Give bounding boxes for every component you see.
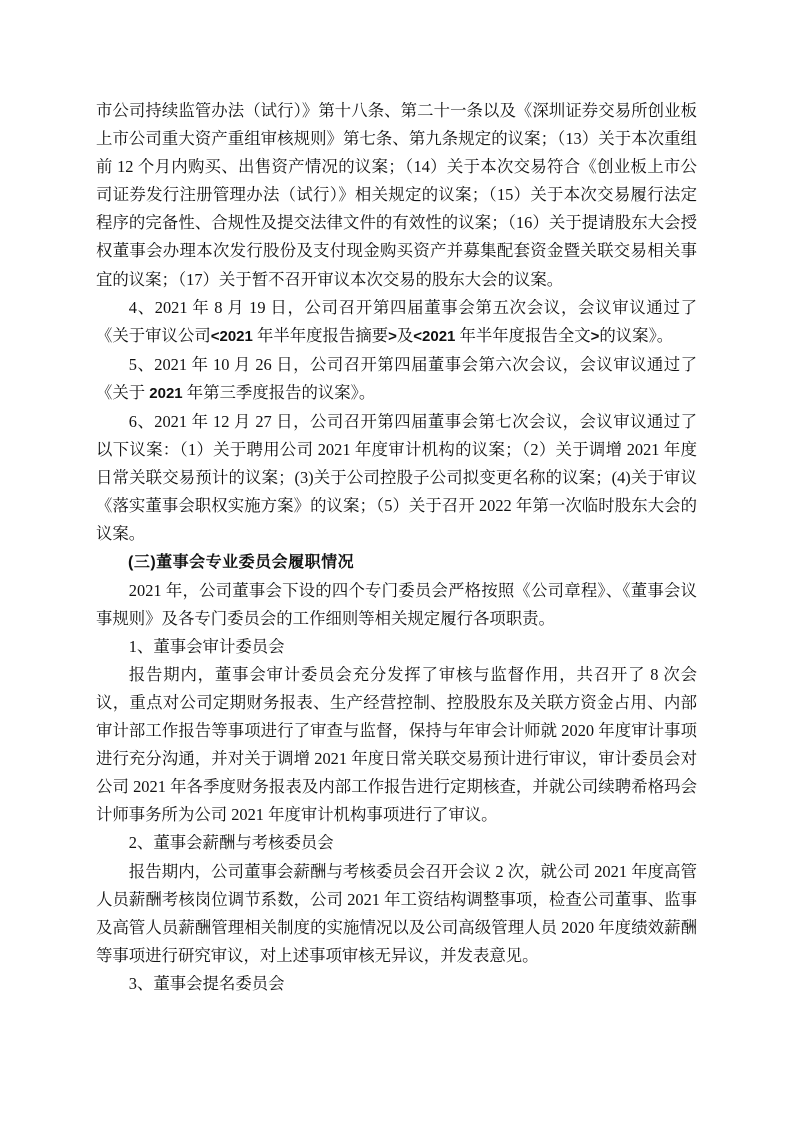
text-run-sans: > <box>590 327 600 345</box>
text-run: 的议案》。 <box>599 325 674 345</box>
text-run-sans: 2021 <box>149 384 183 402</box>
paragraph-audit-committee-report <box>96 661 697 830</box>
paragraph-meeting-5th <box>96 294 697 351</box>
paragraph-remuneration-committee-report <box>96 858 697 970</box>
text-run: 报告期内，公司董事会薪酬与考核委员会召开会议 2 次，就公司 2021 年度高管人员薪酬考核岗位调节系数，公司 2021 年工资结构调整事项，检查公司董事、监事及高管人员薪酬管理相关制度的实施情况以及公司高级管理人员 2020 年度绩效薪酬等事项进行研究审议，对上述事项审核无异议，并发表意见。 <box>96 861 697 965</box>
text-run-sans: <2021 <box>210 327 253 345</box>
document-body <box>96 97 697 998</box>
text-run: 年半年度报告摘要 <box>252 325 389 345</box>
heading-special-committees <box>96 549 697 577</box>
text-run: 2021 年，公司董事会下设的四个专门委员会严格按照《公司章程》、《董事会议事规则》及各专门委员会的工作细则等相关规定履行各项职责。 <box>96 580 697 628</box>
paragraph-resolutions-continuation <box>96 97 697 294</box>
paragraph-meeting-7th <box>96 408 697 548</box>
text-run-sans: > <box>388 327 397 345</box>
text-run: (三)董事会专业委员会履职情况 <box>128 553 355 571</box>
text-run: 年半年度报告全文 <box>455 325 591 345</box>
text-run: 5、2021 年 10 月 26 日，公司召开第四届董事会第六次会议，会议审议通过了《关于 <box>96 354 697 402</box>
text-run-sans: <2021 <box>413 327 456 345</box>
text-run: 报告期内，董事会审计委员会充分发挥了审核与监督作用，共召开了 8 次会议，重点对公司定期财务报表、生产经营控制、控股股东及关联方资金占用、内部审计部工作报告等事项进行了审查与监督，保持与年审会计师就 2020 年度审计事项进行充分沟通，并对关于调增 2021 年度日常关联交易预计进行审议，审计委员会对公司 2021 年各季度财务报表及内部工作报告进行定期核查，并就公司续聘希格玛会计师事务所为公司 2021 年度审计机构事项进行了审议。 <box>96 664 697 825</box>
text-run: 市公司持续监管办法（试行）》第十八条、第二十一条以及《深圳证券交易所创业板上市公司重大资产重组审核规则》第七条、第九条规定的议案；（13）关于本次重组前 12 个月内购买、出售资产情况的议案；（14）关于本次交易符合《创业板上市公司证券发行注册管理办法（试行）》相关规定的议案；（15）关于本次交易履行法定程序的完备性、合规性及提交法律文件的有效性的议案；（16）关于提请股东大会授权董事会办理本次发行股份及支付现金购买资产并募集配套资金暨关联交易相关事宜的议案；（17）关于暂不召开审议本次交易的股东大会的议案。 <box>96 101 697 289</box>
text-run: 6、2021 年 12 月 27 日，公司召开第四届董事会第七次会议，会议审议通过了以下议案：（1）关于聘用公司 2021 年度审计机构的议案；（2）关于调增 2021 年度日常关联交易预计的议案；(3)关于公司控股子公司拟变更名称的议案；(4)关于审议《落实董事会职权实施方案》的议案；（5）关于召开 2022 年第一次临时股东大会的议案。 <box>96 412 697 544</box>
text-run: 4、2021 年 8 月 19 日，公司召开第四届董事会第五次会议，会议审议通过了《关于审议公司 <box>96 297 697 345</box>
subheading-audit-committee <box>96 633 697 661</box>
text-run: 3、董事会提名委员会 <box>128 973 285 993</box>
text-run: 2、董事会薪酬与考核委员会 <box>128 833 334 853</box>
paragraph-meeting-6th <box>96 351 697 408</box>
subheading-remuneration-committee <box>96 829 697 857</box>
paragraph-committees-overview <box>96 577 697 633</box>
subheading-nomination-committee <box>96 970 697 998</box>
text-run: 1、董事会审计委员会 <box>128 636 285 656</box>
text-run: 年第三季度报告的议案》。 <box>182 382 376 402</box>
text-run: 及 <box>396 325 414 345</box>
